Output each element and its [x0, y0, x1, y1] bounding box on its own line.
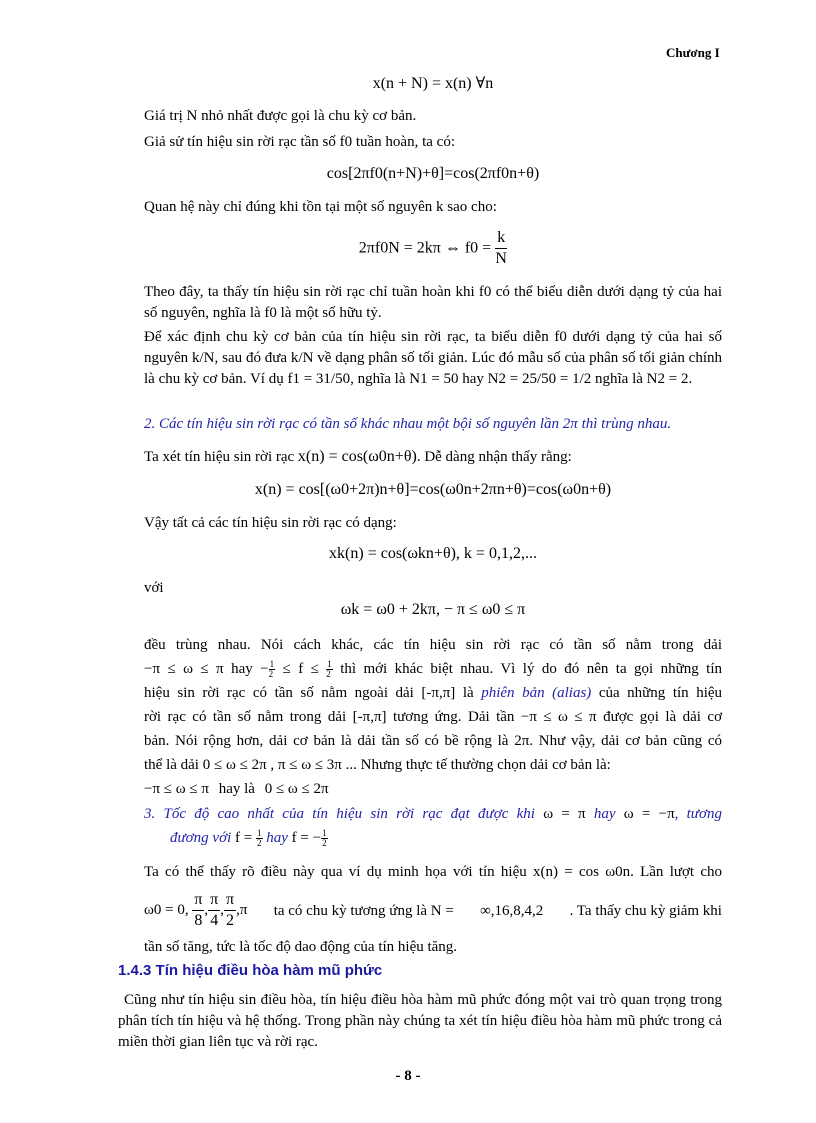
equation-omega-k: ωk = ω0 + 2kπ, − π ≤ ω0 ≤ π [340, 601, 526, 618]
fraction-denominator: N [495, 250, 507, 267]
equation-cos: cos[2πf0(n+N)+θ]=cos(2πf0n+θ) [326, 165, 540, 182]
p9-line3: hiệu sin rời rạc có tần số nằm ngoài dải [-π,π] là phiên bản (alias) của những tín hiệu [144, 685, 723, 701]
paragraph-6 [144, 446, 722, 468]
paragraph-3: Quan hệ này chỉ đúng khi tồn tại một số nguyên k sao cho: [144, 199, 497, 215]
p9-hay: hay [231, 661, 253, 677]
p9-minus: − [260, 661, 269, 677]
page-number: - 8 - [395, 1068, 421, 1084]
paragraph-5: Để xác định chu kỳ cơ bản của tín hiệu sin rời rạc, ta biểu diễn f0 dưới dạng tỷ của hai số nguyên k/N, sau đó đưa k/N về dạng phân số tối giản. Lúc đó mẫu số của phân số tối giản chính là chu kỳ cơ bản. Ví dụ f1 = 31/50, nghĩa là N1 = 50 hay N2 = 25/50 = 1/2 nghĩa là N2 = 2. [144, 329, 722, 387]
chapter-header: Chương I [666, 45, 720, 60]
section-heading: 1.4.3 Tín hiệu điều hòa hàm mũ phức [118, 962, 383, 979]
fraction-numerator: k [495, 228, 507, 249]
equation-alias-cos: x(n) = cos[(ω0+2π)n+θ]=cos(ω0n+2πn+θ)=cos(ω0n+θ) [254, 481, 612, 498]
p9-line7: −π ≤ ω ≤ π hay là 0 ≤ ω ≤ 2π [144, 781, 329, 797]
fraction-k-over-n [495, 228, 507, 269]
paragraph-11: Cũng như tín hiệu sin điều hòa, tín hiệu điều hòa hàm mũ phức đóng một vai trò quan trọng trong phân tích tín hiệu và hệ thống. Trong phần này chúng ta xét tín hiệu điều hòa hàm mũ phức trong cả miền thời gian liên tục và rời rạc. [118, 992, 722, 1050]
half-fraction: $\frac{1}{2}$ [326, 659, 332, 680]
pi-over-2: $\frac{\pi}{2}$ [226, 891, 235, 929]
half-fraction: $\frac{1}{2}$ [257, 828, 262, 849]
paragraph-6-tail: . Dễ dàng nhận thấy rằng: [416, 449, 572, 465]
p9-line4: rời rạc có tần số nằm trong dải [-π,π] tương ứng. Dải tần −π ≤ ω ≤ π được gọi là dải cơ [144, 709, 723, 725]
paragraph-6-text: Ta xét tín hiệu sin rời rạc [144, 449, 295, 465]
p9-line2 [144, 657, 722, 681]
half-fraction: $\frac{1}{2}$ [322, 828, 327, 849]
p9-line2-tail: thì mới khác biệt nhau. Vì lý do đó nên ta gọi những tín [340, 661, 723, 677]
p9-range-omega: −π ≤ ω ≤ π [144, 661, 224, 677]
item-3-heading: 3. Tốc độ cao nhất của tín hiệu sin rời rạc đạt được khi ω = π hay ω = −π, tương đương với f = $\frac{1}{2}$ hay f = − $\frac{1}{2}$ [144, 806, 722, 849]
item-2-heading: 2. Các tín hiệu sin rời rạc có tần số khác nhau một bội số nguyên lần 2π thì trùng nhau. [144, 416, 672, 432]
paragraph-2: Giả sử tín hiệu sin rời rạc tần số f0 tuần hoàn, ta có: [144, 134, 455, 150]
p9-line5: bản. Nói rộng hơn, dải cơ bản là dải tần số có bề rộng là 2π. Như vậy, dải cơ bản cũng có [144, 733, 722, 749]
paragraph-10: Ta có thể thấy rõ điều này qua ví dụ minh họa với tín hiệu x(n) = cos ω0n. Lần lượt cho ω0 = 0, $\frac{\pi}{8}$ , $\frac{\pi}{4}$ , $\frac{\pi}{2}$ ,π ta có chu kỳ tương ứng là N = ∞,16,8,4,2 . Ta thấy chu kỳ giảm khi tần số tăng, tức là tốc độ dao động của tín hiệu tăng. [144, 864, 723, 955]
paragraph-7: Vậy tất cả các tín hiệu sin rời rạc có dạng: [144, 515, 397, 531]
equation-fraction [144, 228, 722, 274]
p9-range-f: ≤ f ≤ [282, 661, 319, 677]
equation-periodic: x(n + N) = x(n) ∀n [372, 75, 494, 92]
paragraph-8: với [144, 580, 164, 596]
alias-term: phiên bản (alias) [481, 685, 592, 701]
paragraph-1: Giá trị N nhỏ nhất được gọi là chu kỳ cơ bản. [144, 108, 417, 124]
pi-over-8: $\frac{\pi}{8}$ [194, 891, 203, 929]
p9-line6: thể là dải 0 ≤ ω ≤ 2π , π ≤ ω ≤ 3π ... Nhưng thực tế thường chọn dải cơ bản là: [144, 757, 611, 773]
paragraph-4: Theo đây, ta thấy tín hiệu sin rời rạc chỉ tuần hoàn khi f0 có thể biểu diễn dưới dạng tỷ của hai số nguyên, nghĩa là f0 là một số hữu tỷ. [144, 284, 722, 321]
paragraph-9 [144, 633, 722, 801]
equation-xk: xk(n) = cos(ωkn+θ), k = 0,1,2,... [329, 545, 537, 562]
pi-over-4: $\frac{\pi}{4}$ [210, 891, 219, 929]
half-fraction: $\frac{1}{2}$ [268, 659, 275, 680]
equation-fraction-lhs: 2πf0N = 2kπ ⇔ f0 = [358, 239, 492, 257]
p9-line1: đều trùng nhau. Nói cách khác, các tín hiệu sin rời rạc có tần số nằm trong dải [144, 637, 722, 653]
paragraph-6-equation: x(n) = cos(ω0n+θ) [297, 448, 417, 465]
